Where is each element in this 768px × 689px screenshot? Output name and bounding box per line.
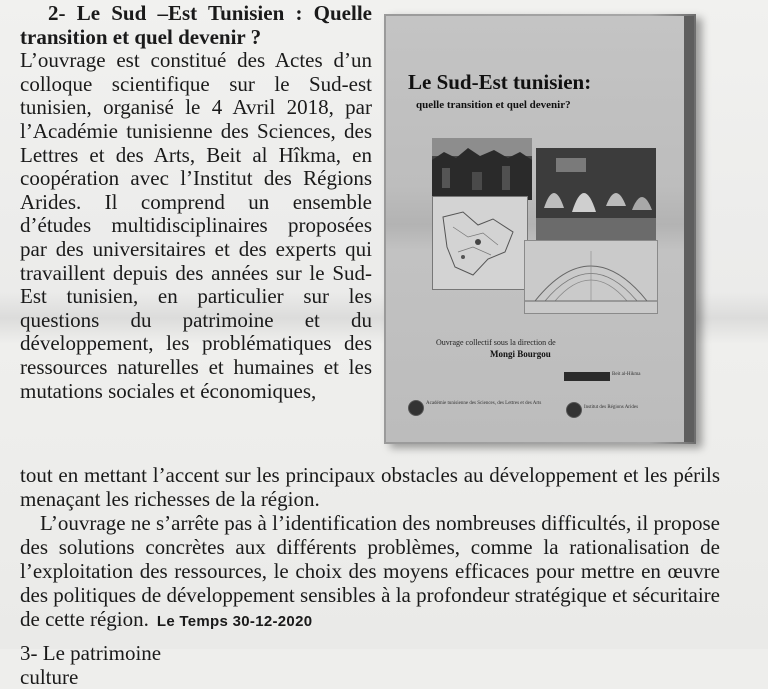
article-heading: 2- Le Sud –Est Tunisien : Quelle transition et quel devenir ? (20, 1, 372, 49)
article-full-width (20, 463, 720, 634)
article-source: Le Temps 30-12-2020 (156, 613, 313, 630)
article-body: L’ouvrage est constitué des Actes d’un colloque scientifique sur le Sud-est tunisien, organisé le 4 Avril 2018, par l’Académie tunisienne des Sciences, des Lettres et des Arts, Beit al Hîkma, en coopération avec l’Institut des Régions Arides. Il comprend un ensemble d’études multidisciplinaires proposées par des universitaires et des experts qui travaillent depuis des années sur le Sud-Est tunisien, en particulier sur les questions du patrimoine et du développement, les problématiques des ressources naturelles et humaines et les mutations sociales et économiques, (20, 48, 372, 403)
cover-photo-arches (536, 148, 656, 244)
cover-publisher-1: Académie tunisienne des Sciences, des Lettres et des Arts (426, 401, 542, 406)
academy-logo-icon (408, 400, 424, 416)
article-paragraph-2 (20, 511, 720, 634)
cover-photo-landscape (432, 138, 532, 200)
cover-publisher-2: Institut des Régions Arides (584, 405, 639, 410)
institute-logo-icon (566, 402, 582, 418)
cover-collective-note: Ouvrage collectif sous la direction de (436, 338, 556, 347)
cover-director-name: Mongi Bourgou (490, 349, 551, 359)
cover-diagram (524, 240, 658, 314)
cover-map (432, 196, 528, 290)
book-subtitle: quelle transition et quel devenir? (416, 99, 571, 111)
article-paragraph-2-text: L’ouvrage ne s’arrête pas à l’identification des nombreuses difficultés, il propose des solutions concrètes aux différents problèmes, comme la rationalisation de l’exploitation des ressources, le choix des moyens efficaces pour mettre en œuvre des politiques de développement sensibles à la profondeur stratégique et sécuritaire de cette région. (20, 511, 720, 631)
article-continuation: tout en mettant l’accent sur les principaux obstacles au développement et les périls menaçant les richesses de la région. (20, 463, 720, 511)
book-title: Le Sud-Est tunisien: (408, 70, 592, 94)
next-heading-cut: 3- Le patrimoine culture (20, 641, 162, 689)
book-cover (386, 16, 694, 442)
cover-publisher-bar (564, 372, 610, 381)
cover-bar-label: Beit al-Hikma (612, 372, 641, 377)
article-column (20, 2, 372, 403)
